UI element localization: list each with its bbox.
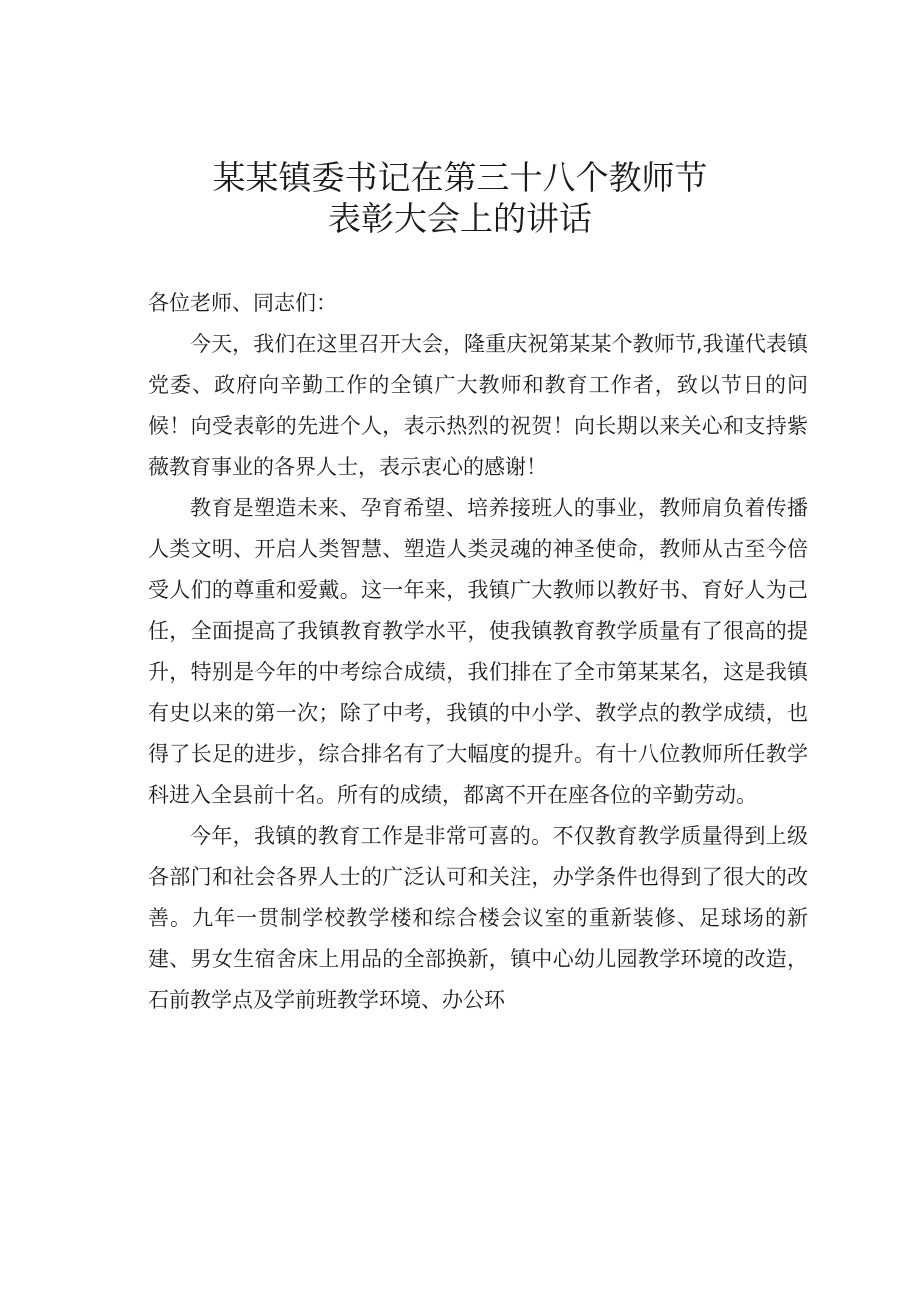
title-line-2: 表彰大会上的讲话	[328, 199, 592, 238]
paragraph-1: 今天，我们在这里召开大会，隆重庆祝第某某个教师节,我谨代表镇党委、政府向辛勤工作的全镇广大教师和教育工作者，致以节日的问候！向受表彰的先进个人，表示热烈的祝贺！向长期以来关心和支持紫薇教育事业的各界人士，表示衷心的感谢！	[148, 332, 808, 479]
title-line-1: 某某镇委书记在第三十八个教师节	[212, 158, 708, 197]
salutation: 各位老师、同志们：	[148, 291, 337, 315]
paragraph-3: 今年，我镇的教育工作是非常可喜的。不仅教育教学质量得到上级各部门和社会各界人士的广泛认可和关注，办学条件也得到了很大的改善。九年一贯制学校教学楼和综合楼会议室的重新装修、足球场的新建、男女生宿舍床上用品的全部换新，镇中心幼儿园教学环境的改造，石前教学点及学前班教学环境、办公环	[148, 824, 808, 1012]
document-body	[148, 283, 808, 1021]
document-title	[0, 157, 920, 239]
paragraph-2: 教育是塑造未来、孕育希望、培养接班人的事业，教师肩负着传播人类文明、开启人类智慧、塑造人类灵魂的神圣使命，教师从古至今倍受人们的尊重和爱戴。这一年来，我镇广大教师以教好书、育好人为己任，全面提高了我镇教育教学水平，使我镇教育教学质量有了很高的提升，特别是今年的中考综合成绩，我们排在了全市第某某名，这是我镇有史以来的第一次；除了中考，我镇的中小学、教学点的教学成绩，也得了长足的进步，综合排名有了大幅度的提升。有十八位教师所任教学科进入全县前十名。所有的成绩，都离不开在座各位的辛勤劳动。	[148, 496, 808, 807]
